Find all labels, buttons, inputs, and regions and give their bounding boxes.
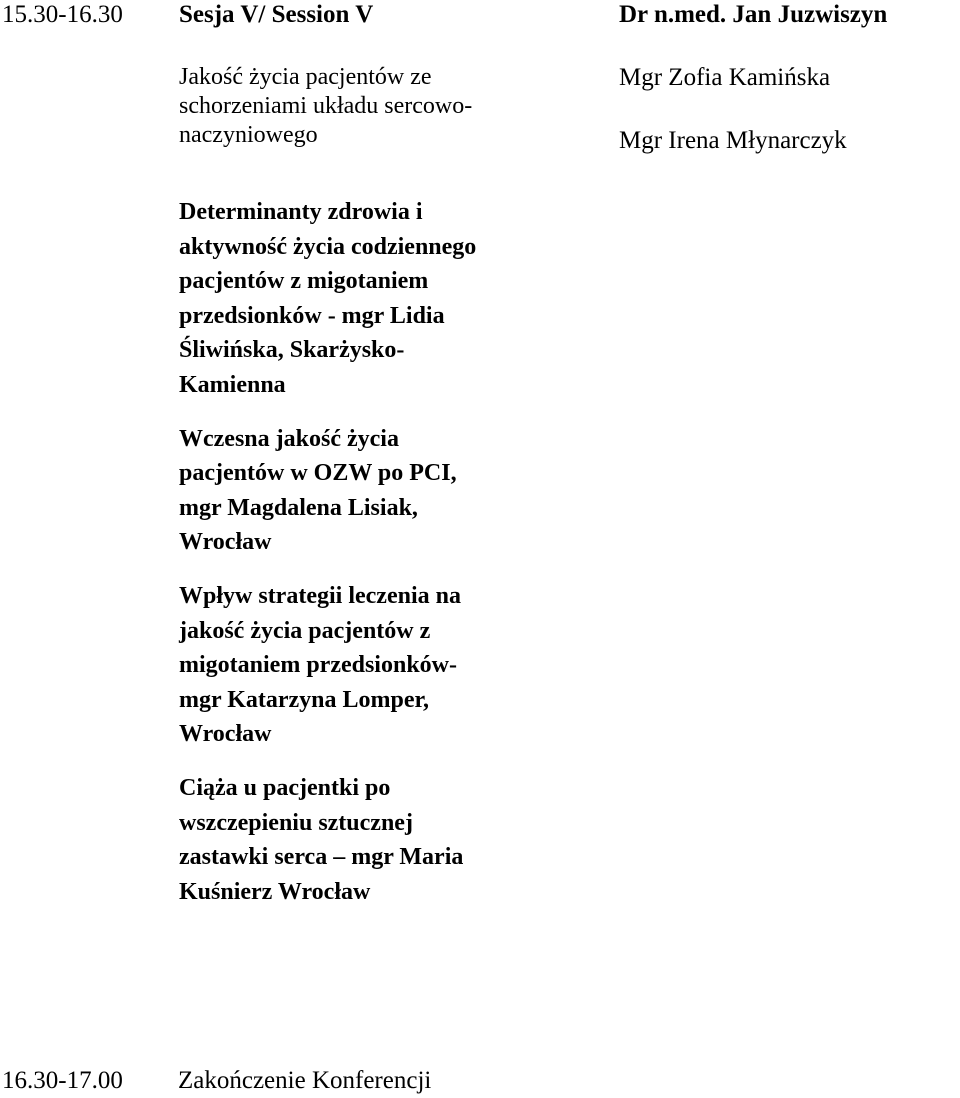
session-subtitle-line: Jakość życia pacjentów ze: [179, 64, 432, 90]
closing-time: 16.30-17.00: [2, 1067, 123, 1094]
talk-line: Wpływ strategii leczenia na: [179, 582, 461, 609]
talk-line: jakość życia pacjentów z: [179, 617, 431, 644]
talk-line: wszczepieniu sztucznej: [179, 809, 413, 836]
talk-line: pacjentów w OZW po PCI,: [179, 460, 457, 487]
talk-line: Kamienna: [179, 371, 286, 398]
talk-list: [179, 195, 599, 928]
talk-line: Wczesna jakość życia: [179, 425, 399, 452]
talk-line: Determinanty zdrowia i: [179, 199, 423, 225]
talk-line: pacjentów z migotaniem: [179, 268, 429, 295]
talk-line: aktywność życia codziennego: [179, 233, 477, 260]
talk-line: przedsionków - mgr Lidia: [179, 302, 445, 329]
talk-item: [179, 195, 599, 403]
session-time: 15.30-16.30: [2, 1, 123, 28]
talk-line: Kuśnierz Wrocław: [179, 878, 371, 905]
talk-item: [179, 771, 599, 909]
chair-name: Mgr Irena Młynarczyk: [619, 127, 847, 154]
talk-line: zastawki serca – mgr Maria: [179, 844, 464, 871]
session-subtitle: [179, 63, 599, 150]
chair-name: Mgr Zofia Kamińska: [619, 64, 831, 91]
talk-line: mgr Katarzyna Lomper,: [179, 686, 429, 713]
talk-item: [179, 422, 599, 560]
session-title: Sesja V/ Session V: [179, 1, 374, 28]
chair-name: Dr n.med. Jan Juzwiszyn: [619, 1, 888, 28]
talk-line: Wrocław: [179, 529, 272, 556]
session-subtitle-line: schorzeniami układu sercowo-: [179, 93, 473, 119]
talk-line: Śliwińska, Skarżysko-: [179, 337, 405, 364]
closing-title: Zakończenie Konferencji: [178, 1067, 432, 1094]
session-subtitle-line: naczyniowego: [179, 122, 318, 148]
talk-line: migotaniem przedsionków-: [179, 652, 457, 679]
talk-line: Ciąża u pacjentki po: [179, 774, 391, 801]
session-chairs: [619, 0, 887, 156]
talk-item: [179, 579, 599, 752]
talk-line: mgr Magdalena Lisiak,: [179, 494, 418, 521]
talk-line: Wrocław: [179, 721, 272, 748]
